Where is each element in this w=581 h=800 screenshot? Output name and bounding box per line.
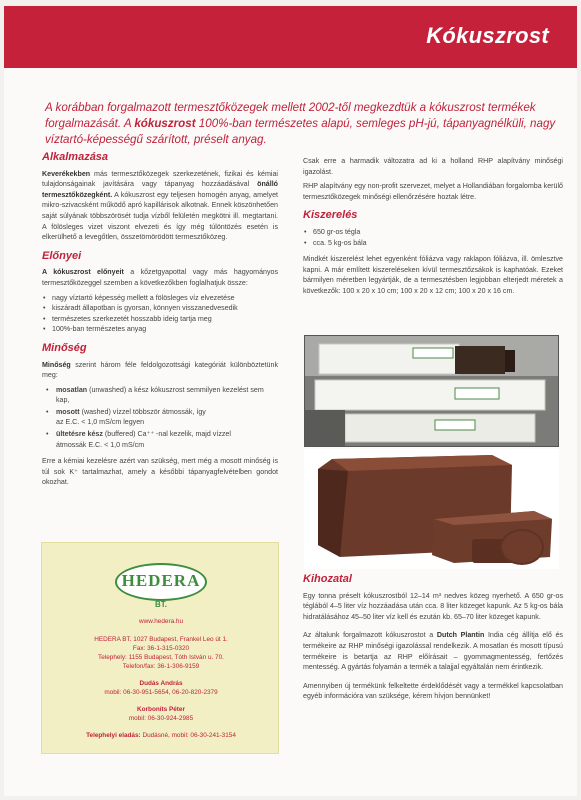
hedera-site: Telephely: 1155 Budapest, Tóth István u. 70. (98, 654, 224, 661)
minoseg-t1: szerint három féle feldolgozottsági kategóriát különböztetünk meg: (42, 360, 278, 380)
sales-value: Dudásné, mobil: 06-30-241-3154 (140, 732, 236, 739)
minoseg-list (42, 385, 278, 451)
list-item (42, 407, 278, 428)
minoseg-text (42, 360, 278, 381)
intro-part2: 100%-ban természetes alapú, semleges pH-jú, tápanyagnélküli, nagy víztartó-képességű szárított, préselt anyag. (45, 117, 556, 146)
page (4, 6, 577, 796)
heading-alkalmazasa: Alkalmazása (42, 151, 109, 163)
hedera-web[interactable]: www.hedera.hu (138, 618, 184, 625)
kihozatal-text-3: Amennyiben új termékünk felkeltette érdeklődését vagy a termékkel kapcsolatban egyéb információra van szüksége, kérem hívjon bennünket! (303, 681, 563, 701)
kiszereles-list (303, 227, 563, 248)
elonyei-list (42, 293, 278, 335)
heading-kiszereles: Kiszerelés (303, 209, 358, 222)
hedera-tel: Telefon/fax: 36-1-306-9159 (122, 663, 200, 670)
kihozatal-text-1: Egy tonna préselt kókuszrostból 12–14 m³ nedves közeg nyerhető. A 650 gr-os téglából 4–5 liter víz hozzáadása után cca. 8 liter közeget kapunk. Az 5 kg-os bála hidratálásához 45–50 liter víz kell és ezután kb. 65–70 liter közeget kapunk. (303, 591, 563, 621)
item-text: az E.C. < 1,0 mS/cm legyen (56, 418, 145, 427)
elonyei-text (42, 267, 278, 288)
list-item: • 650 gr-os tégla (303, 227, 563, 238)
rhp-text-2: RHP alapítvány egy non-profit szervezet, melyet a Hollandiában forgalomba kerülő termesztőközegek minőségi ellenőrzésére hoztak létre. (303, 182, 563, 201)
hedera-logo (115, 563, 207, 611)
intro-part1: A korábban forgalmazott termesztőközegek mellett 2002-től megkezdtük a kókuszrost termékek forgalmazását. A (45, 101, 536, 130)
item-text: (buffered) Ca⁺⁺ -nal kezelik, majd vízzel (102, 430, 231, 439)
alkalmazasa-b1: Keverékekben (42, 169, 91, 178)
sales-line (42, 731, 280, 740)
list-item: • nagy víztartó képesség mellett a fölösleges víz elvezetése (42, 293, 278, 304)
item-text: (washed) vízzel többször átmossák, így (79, 407, 206, 416)
alkalmazasa-b2: önálló termesztőközegként. (42, 180, 278, 199)
elonyei-t1: a kőzetgyapottal vagy más hagyományos termesztőközeggel szemben a következőkben foglalhatjuk össze: (42, 268, 278, 287)
contact-mobile-1: mobil: 06-30-951-5654, 06-20-820-2379 (104, 689, 218, 696)
hedera-address: HEDERA BT. 1027 Budapest, Frankel Leo út 1. (94, 636, 228, 643)
kiszereles-text: Mindkét kiszerelést lehet egyenként fóliázva vagy raklapon fóliázva, ill. ömlesztve kapni. A már említett kiszereléseken kívül termesztőzsákok is kaphatóak. Ezeket bármilyen méretben legyártják, de a termesztésben legjobban elterjedt méretek a következők: 100 x 20 x 10 cm; 100 x 20 x 12 cm; 100 x 20 x 16 cm. (303, 255, 563, 295)
intro-text (45, 100, 557, 148)
contact-name-2: Korbonits Péter (137, 706, 185, 713)
heading-minoseg: Minőség (42, 341, 87, 354)
logo-sub: BT. (155, 600, 167, 609)
list-item: • kiszáradt állapotban is gyorsan, könnyen visszanedvesedik (42, 303, 278, 314)
item-text: átmossák E.C. < 1,0 mS/cm (56, 440, 145, 449)
page-title: Kókuszrost (426, 23, 549, 48)
sales-label: Telephelyi eladás: (86, 732, 141, 739)
alkalmazasa-text (42, 169, 278, 243)
item-bold: mosatlan (56, 385, 88, 394)
kihozatal-t2c: India cég állítja elő és termékeire az RHP minőségi igazolással rendelkezik. A mosatlan és mosott típusú termékeire is betartja az RHP előírásait – gyommagmentesség, fertőzés mentesség. A gyártás folyamán a termék a talajjal egyáltalán nem érintkezik. (303, 631, 563, 672)
list-item: • 100%-ban természetes anyag (42, 324, 278, 335)
coco-blocks-photo (304, 449, 559, 569)
rhp-text-1: Csak erre a harmadik változatra ad ki a holland RHP alapítvány minőségi igazolást. (303, 157, 563, 176)
intro-bold: kókuszrost (134, 117, 196, 130)
logo-name: HEDERA (121, 571, 201, 590)
kihozatal-t2b: Dutch Plantin (436, 631, 485, 640)
item-bold: mosott (56, 407, 80, 416)
left-column (42, 152, 278, 492)
list-item: • természetes szerkezetét hosszabb ideig tartja meg (42, 314, 278, 325)
elonyei-b1: A kókuszrost előnyeit (42, 268, 124, 277)
right-column (303, 156, 563, 301)
list-item (42, 385, 278, 406)
packaged-bales-photo (304, 335, 559, 447)
alkalmazasa-t2: A kókuszrost egy teljesen homogén anyag, amelyet mikro-szivacsként működő apró kapillárisok alkotnak. Ennek köszönhetően saját súlyának többszörösét tudja vízből felületén megkötni ill. megtartani. A fölösleges vizet viszont elvezeti és így még túlöntözés esetén is elkerülhető a levegőtlen, összetömörödött termesztőközeg. (42, 190, 278, 242)
header-banner (4, 6, 577, 68)
contact-mobile-2: mobil: 06-30-924-2985 (128, 715, 194, 722)
item-text: (unwashed) a kész kókuszrost semmilyen kezelést sem kap, (56, 385, 264, 405)
kihozatal-t2a: Az általunk forgalmazott kókuszrostot a (303, 631, 437, 640)
bales-illustration (305, 336, 559, 447)
hedera-contact-box (41, 542, 279, 754)
heading-kihozatal: Kihozatal (303, 573, 352, 585)
heading-elonyei: Előnyei (42, 249, 82, 262)
minoseg-b1: Minőség (42, 360, 71, 369)
list-item: • cca. 5 kg-os bála (303, 238, 563, 249)
blocks-illustration (304, 449, 559, 569)
kihozatal-section (303, 574, 563, 706)
minoseg-text-2: Erre a kémiai kezelésre azért van szükség, mert még a mosott minőség is túl sok K⁺ tartalmazhat, amely a későbbi tápanyagfelvételben gondot okozhat. (42, 457, 278, 487)
hedera-fax: Fax: 36-1-315-0320 (132, 645, 190, 652)
contact-name-1: Dudás András (139, 680, 183, 687)
item-bold: ültetésre kész (56, 430, 103, 439)
list-item (42, 429, 278, 450)
alkalmazasa-t1: más termesztőközegek szerkezetének, fizikai és kémiai tulajdonságainak javítására vagy tápanyag hozzáadásával (42, 169, 278, 189)
kihozatal-text-2 (303, 630, 563, 672)
